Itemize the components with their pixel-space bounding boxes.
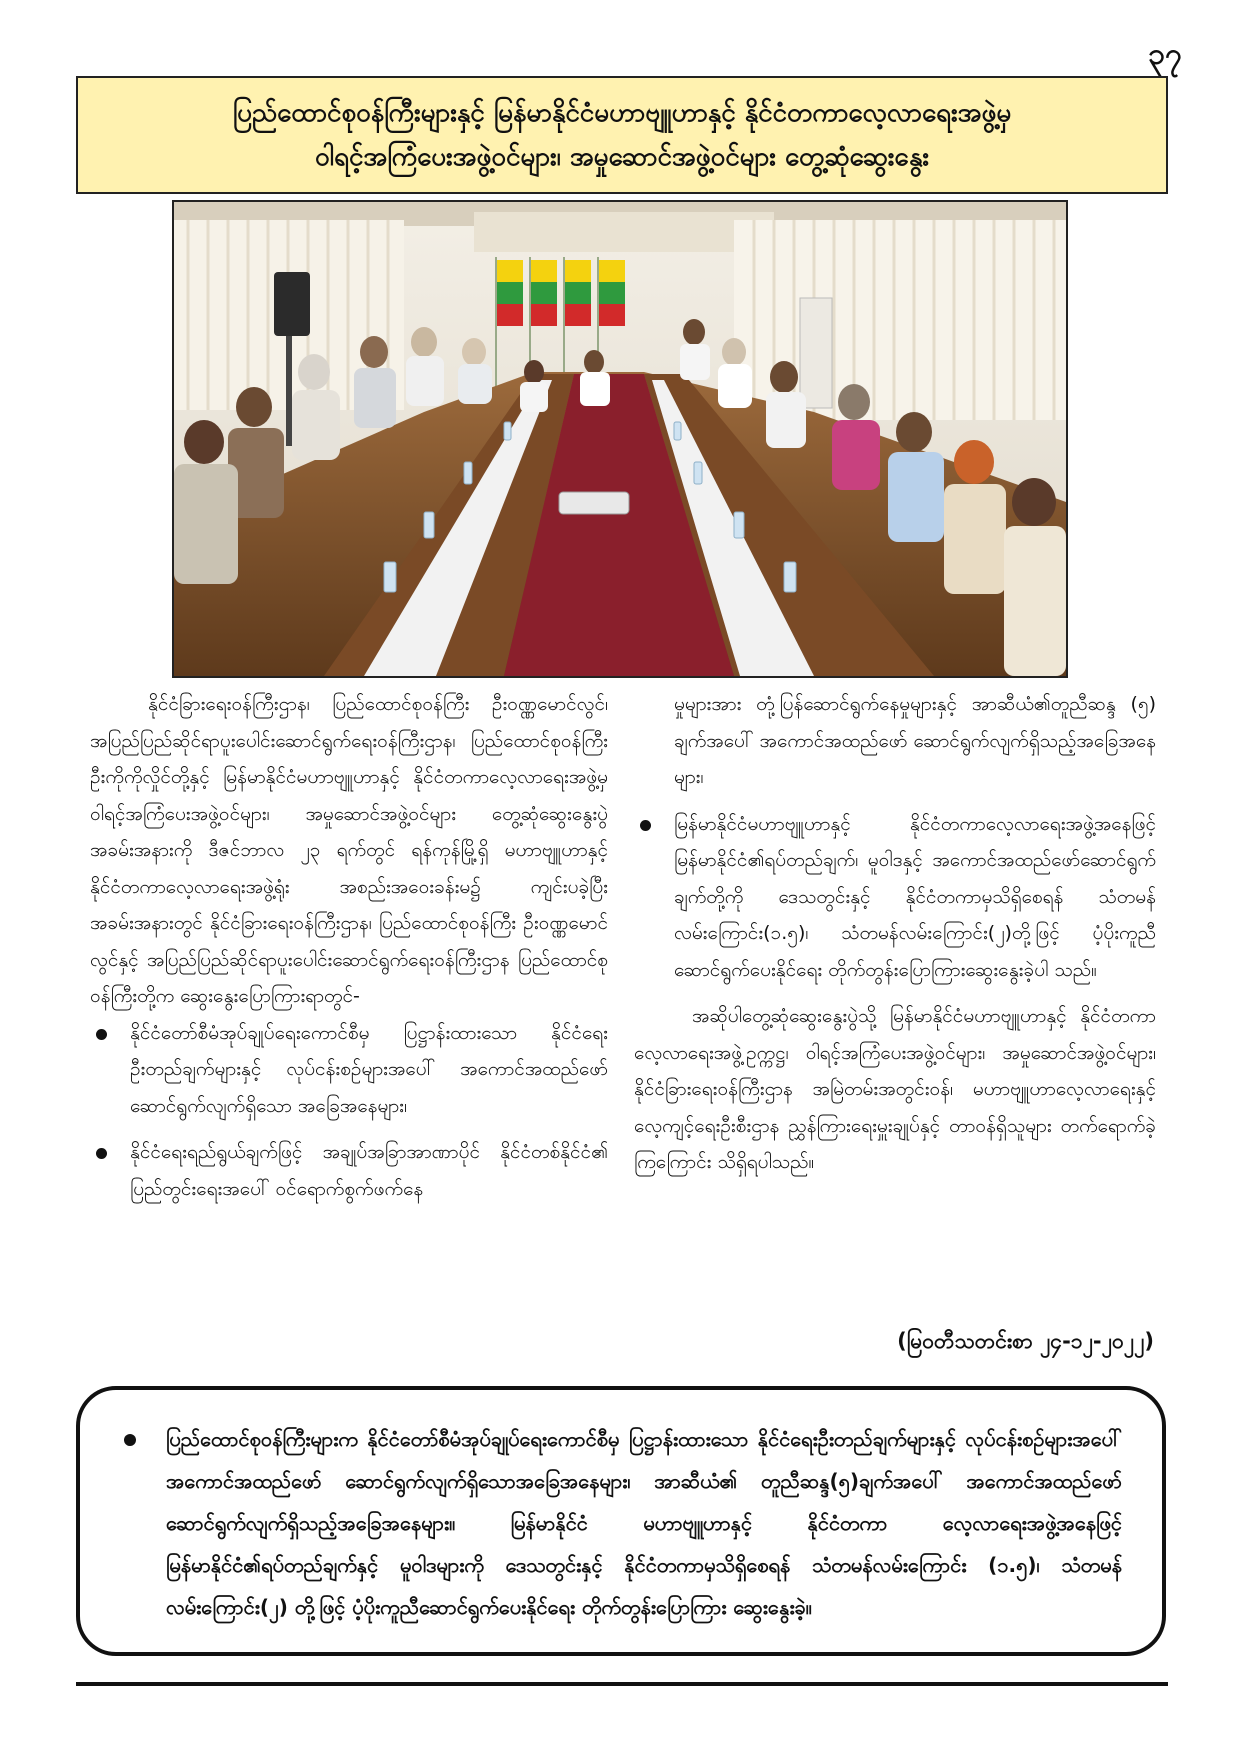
left-column [90,686,608,1217]
summary-box [76,1386,1166,1656]
list-item-text: နိုင်ငံရေးရည်ရွယ်ချက်ဖြင့် အချုပ်အခြာအာဏာပိုင် နိုင်ငံတစ်နိုင်ငံ၏ ပြည်တွင်းရေးအပေါ် ဝင်ရောက်စွက်ဖက်နေ [130,1141,608,1200]
continuation-paragraph: မှုများအား တုံ့ပြန်ဆောင်ရွက်နေမှုများနှင့် အာဆီယံ၏တူညီဆန္ဒ (၅) ချက်အပေါ် အကောင်အထည်ဖော် ဆောင်ရွက်လျက်ရှိသည့်အခြေအနေများ၊ [674,693,1156,788]
right-column [634,686,1156,1181]
bullet-icon [124,1434,136,1446]
intro-paragraph: နိုင်ငံခြားရေးဝန်ကြီးဌာန၊ ပြည်ထောင်စုဝန်ကြီး ဦးဝဏ္ဏမောင်လွင်၊ အပြည်ပြည်ဆိုင်ရာပူးပေါင်းဆောင်ရွက်ရေးဝန်ကြီးဌာန၊ ပြည်ထောင်စုဝန်ကြီး ဦးကိုကိုလှိုင်တို့နှင့် မြန်မာနိုင်ငံမဟာဗျူဟာနှင့် နိုင်ငံတကာလေ့လာရေးအဖွဲ့မှ ဝါရင့်အကြံပေးအဖွဲ့ဝင်များ၊ အမှုဆောင်အဖွဲ့ဝင်များ တွေ့ဆုံဆွေးနွေးပွဲအခမ်းအနားကို ဒီဇင်ဘာလ ၂၃ ရက်တွင် ရန်ကုန်မြို့ရှိ မဟာဗျူဟာနှင့် နိုင်ငံတကာလေ့လာရေးအဖွဲ့ရုံး အစည်းအဝေးခန်းမ၌ ကျင်းပခဲ့ပြီး အခမ်းအနားတွင် နိုင်ငံခြားရေးဝန်ကြီးဌာန၊ ပြည်ထောင်စုဝန်ကြီး ဦးဝဏ္ဏမောင်လွင်နှင့် အပြည်ပြည်ဆိုင်ရာပူးပေါင်းဆောင်ရွက်ရေးဝန်ကြီးဌာန ပြည်ထောင်စုဝန်ကြီးတို့က ဆွေးနွေးပြောကြားရာတွင်- [90,693,608,1007]
list-item-text: မြန်မာနိုင်ငံမဟာဗျူဟာနှင့် နိုင်ငံတကာလေ့လာရေးအဖွဲ့အနေဖြင့် မြန်မာနိုင်ငံ၏ရပ်တည်ချက်၊ မူဝါဒနှင့် အကောင်အထည်ဖော်ဆောင်ရွက်ချက်တို့ကို ဒေသတွင်းနှင့် နိုင်ငံတကာမှသိရှိစေရန် သံတမန်လမ်းကြောင်း(၁.၅)၊ သံတမန်လမ်းကြောင်း(၂)တို့ဖြင့် ပံ့ပိုးကူညီဆောင်ရွက်ပေးနိုင်ရေး တိုက်တွန်းပြောကြားဆွေးနွေးခဲ့ပါ သည်။ [674,812,1156,981]
footer-divider [76,1682,1168,1686]
summary-content: ပြည်ထောင်စုဝန်ကြီးများက နိုင်ငံတော်စီမံအုပ်ချုပ်ရေးကောင်စီမှ ပြဋ္ဌာန်းထားသော နိုင်ငံရေးဦးတည်ချက်များနှင့် လုပ်ငန်းစဉ်များအပေါ် အကောင်အထည်ဖော် ဆောင်ရွက်လျက်ရှိသောအခြေအနေများ၊ အာဆီယံ၏ တူညီဆန္ဒ(၅)ချက်အပေါ် အကောင်အထည်ဖော် ဆောင်ရွက်လျက်ရှိသည့်အခြေအနေများ။ မြန်မာနိုင်ငံ မဟာဗျူဟာနှင့် နိုင်ငံတကာ လေ့လာရေးအဖွဲ့အနေဖြင့် မြန်မာနိုင်ငံ၏ရပ်တည်ချက်နှင့် မူဝါဒများကို ဒေသတွင်းနှင့် နိုင်ငံတကာမှသိရှိစေရန် သံတမန်လမ်းကြောင်း (၁.၅)၊ သံတမန်လမ်းကြောင်း(၂) တို့ဖြင့် ပံ့ပိုးကူညီဆောင်ရွက်ပေးနိုင်ရေး တိုက်တွန်းပြောကြား ဆွေးနွေးခဲ့။ [166,1427,1122,1619]
bullet-icon [96,1148,107,1159]
bullet-icon [640,820,651,831]
list-item [90,1015,608,1125]
page-number: ၃၇ [1148,37,1182,72]
list-item [90,1134,608,1207]
headline-line-2: ဝါရင့်အကြံပေးအဖွဲ့ဝင်များ၊ အမှုဆောင်အဖွဲ့ဝင်များ တွေ့ဆုံဆွေးနွေး [314,142,930,172]
bullet-icon [96,1029,107,1040]
list-item [634,806,1156,989]
meeting-photo [172,200,1068,678]
list-item-text: နိုင်ငံတော်စီမံအုပ်ချုပ်ရေးကောင်စီမှ ပြဋ္ဌာန်းထားသော နိုင်ငံရေးဦးတည်ချက်များနှင့် လုပ်ငန်းစဉ်များအပေါ် အကောင်အထည်ဖော် ဆောင်ရွက်လျက်ရှိသော အခြေအနေများ၊ [130,1021,608,1117]
closing-paragraph: အဆိုပါတွေ့ဆုံဆွေးနွေးပွဲသို့ မြန်မာနိုင်ငံမဟာဗျူဟာနှင့် နိုင်ငံတကာလေ့လာရေးအဖွဲ့ဥက္ကဋ္ဌ၊ ဝါရင့်အကြံပေးအဖွဲ့ဝင်များ၊ အမှုဆောင်အဖွဲ့ဝင်များ၊ နိုင်ငံခြားရေးဝန်ကြီးဌာန အမြဲတမ်းအတွင်းဝန်၊ မဟာဗျူဟာလေ့လာရေးနှင့် လေ့ကျင့်ရေးဦးစီးဌာန ညွှန်ကြားရေးမှူးချုပ်နှင့် တာဝန်ရှိသူများ တက်ရောက်ခဲ့ကြကြောင်း သိရှိရပါသည်။ [634,1005,1156,1173]
headline-line-1: ပြည်ထောင်စုဝန်ကြီးများနှင့် မြန်မာနိုင်ငံမဟာဗျူဟာနှင့် နိုင်ငံတကာလေ့လာရေးအဖွဲ့မှ [232,98,1012,128]
source-citation: (မြဝတီသတင်းစာ ၂၄-၁၂-၂၀၂၂) [897,1329,1154,1353]
summary-text [120,1418,1122,1628]
headline-box [76,76,1168,194]
